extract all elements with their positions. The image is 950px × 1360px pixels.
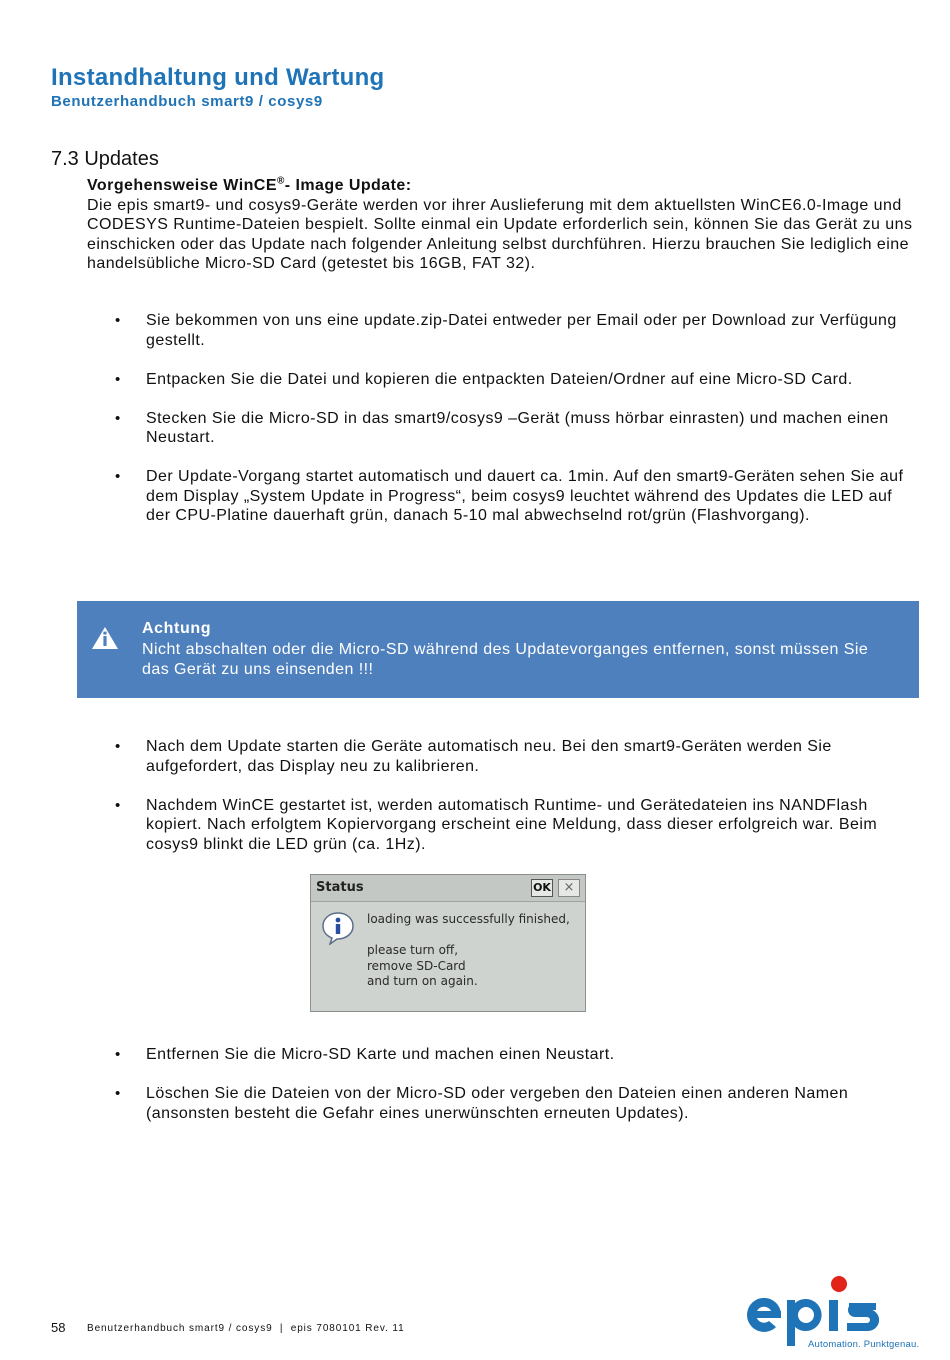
footer-text: Benutzerhandbuch smart9 / cosys9 | epis 7080101 Rev. 11	[87, 1323, 405, 1334]
status-dialog-screenshot	[310, 874, 586, 1012]
dialog-message-line: and turn on again.	[367, 974, 478, 988]
section-heading: 7.3 Updates	[51, 148, 159, 170]
dialog-message-lines	[367, 943, 478, 990]
page-number: 58	[51, 1320, 66, 1335]
intro-heading-suffix: - Image Update:	[284, 177, 412, 194]
bullet-list-after	[87, 1045, 917, 1143]
dialog-message-line1: loading was successfully finished,	[367, 912, 570, 926]
intro-paragraph: Die epis smart9- und cosys9-Geräte werden vor ihrer Auslieferung mit dem aktuellsten WinCE6.0-Image und CODESYS Runtime-Dateien bespielt. Sollte einmal ein Update erforderlich sein, können Sie das Gerät zu uns einschicken oder das Update nach folgender Anleitung selbst durchführen. Hierzu brauchen Sie lediglich eine handelsübliche Micro-SD Card (getestet bis 16GB, FAT 32).	[87, 196, 913, 272]
intro-heading-text: Vorgehensweise WinCE	[87, 177, 277, 194]
bullet-list-before	[87, 311, 917, 545]
header-subtitle: Benutzerhandbuch smart9 / cosys9	[51, 93, 323, 110]
logo-tagline: Automation. Punktgenau.	[808, 1339, 920, 1350]
registered-mark: ®	[276, 175, 285, 187]
dialog-message-line: remove SD-Card	[367, 958, 466, 973]
list-item: • Sie bekommen von uns eine update.zip-Datei entweder per Email oder per Download zur Verfügung gestellt.	[87, 311, 917, 350]
dialog-close-button: ×	[558, 879, 580, 897]
list-item: • Nach dem Update starten die Geräte automatisch neu. Bei den smart9-Geräten werden Sie aufgefordert, das Display neu zu kalibrieren.	[87, 737, 917, 776]
dialog-ok-button: OK	[531, 879, 553, 897]
warning-notice	[77, 601, 919, 698]
intro-block	[87, 176, 927, 274]
intro-heading	[87, 176, 927, 196]
list-item: • Stecken Sie die Micro-SD in das smart9/cosys9 –Gerät (muss hörbar einrasten) und machen einen Neustart.	[87, 409, 917, 448]
dialog-message-line: please turn off,	[367, 943, 459, 957]
dialog-title: Status	[316, 880, 364, 895]
bullet-list-middle	[87, 737, 917, 874]
dialog-title-bar	[311, 875, 585, 902]
notice-title: Achtung	[142, 620, 212, 637]
list-item: • Der Update-Vorgang startet automatisch und dauert ca. 1min. Auf den smart9-Geräten sehen Sie auf dem Display „System Update in Progress“, beim cosys9 leuchtet während des Updates die LED auf der CPU-Platine dauerhaft grün, danach 5-10 mal abwechselnd rot/grün (Flashvorgang).	[87, 467, 917, 526]
info-bubble-icon	[321, 911, 355, 945]
list-item: • Entfernen Sie die Micro-SD Karte und machen einen Neustart.	[87, 1045, 917, 1065]
notice-text: Nicht abschalten oder die Micro-SD während des Updatevorganges entfernen, sonst müssen Sie das Gerät zu uns einsenden !!!	[142, 641, 869, 678]
list-item: • Entpacken Sie die Datei und kopieren die entpackten Dateien/Ordner auf eine Micro-SD Card.	[87, 370, 917, 390]
list-item: • Löschen Sie die Dateien von der Micro-SD oder vergeben den Dateien einen anderen Namen (ansonsten besteht die Gefahr eines unerwünschten erneuten Updates).	[87, 1084, 917, 1123]
list-item: • Nachdem WinCE gestartet ist, werden automatisch Runtime- und Gerätedateien ins NANDFlash kopiert. Nach erfolgtem Kopiervorgang erscheint eine Meldung, dass dieser erfolgreich war. Beim cosys9 blinkt die LED grün (ca. 1Hz).	[87, 796, 917, 855]
header-title: Instandhaltung und Wartung	[51, 64, 385, 91]
info-icon	[91, 626, 119, 650]
